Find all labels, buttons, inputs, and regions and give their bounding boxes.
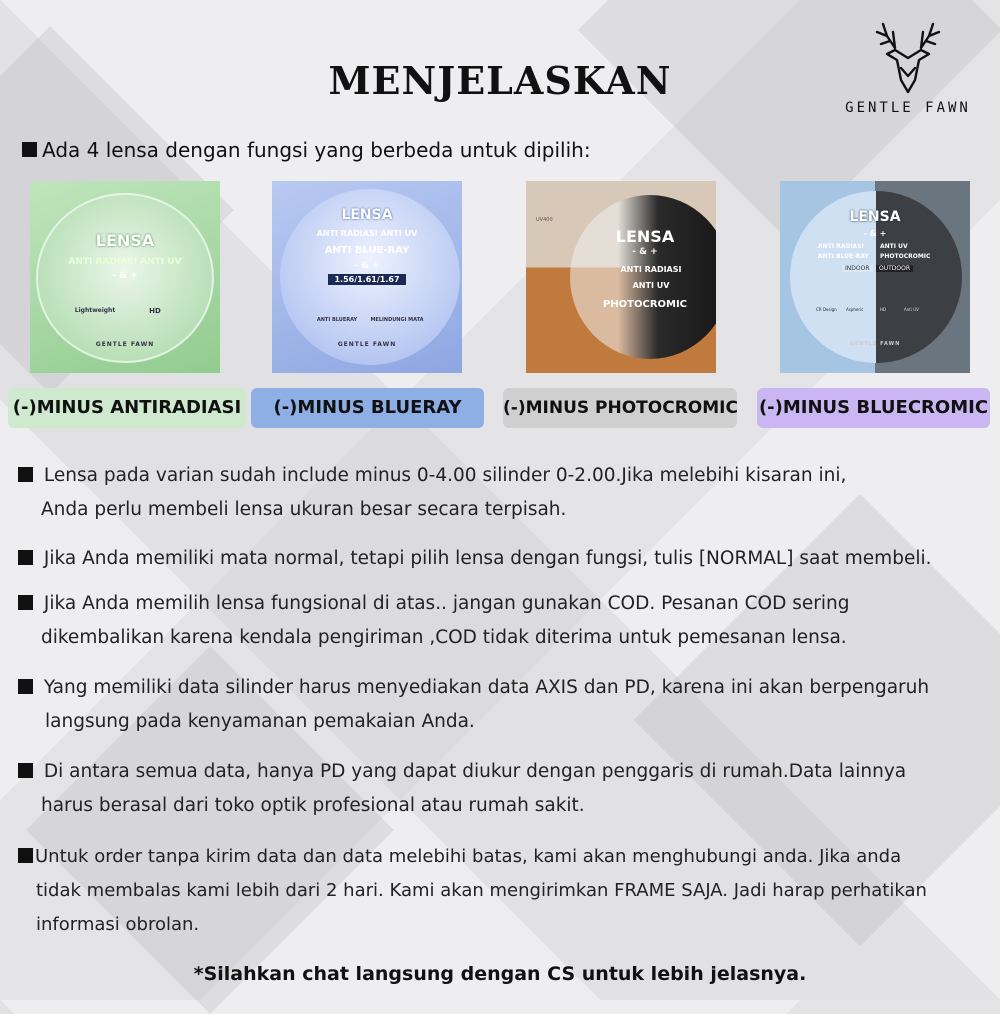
lens-line: - & + [112, 271, 138, 281]
lens-disc [570, 195, 716, 359]
note-2: Jika Anda memiliki mata normal, tetapi pilih lensa dengan fungsi, tulis [NORMAL] saat membeli. [18, 547, 932, 571]
lens-label-bluecromic: (-)MINUS BLUECROMIC [757, 388, 990, 428]
lens-brand: GENTLE FAWN [95, 341, 155, 348]
lens-feature: MELINDUNGI MATA [370, 317, 424, 323]
bullet-square-icon [18, 595, 33, 610]
lens-label-antiradiasi: (-)MINUS ANTIRADIASI [8, 388, 246, 428]
lens-image-bluecromic [780, 181, 970, 373]
lens-brand: GENTLE FAWN [849, 341, 901, 347]
note-1: Lensa pada varian sudah include minus 0-4.00 silinder 0-2.00.Jika melebihi kisaran ini, Anda perlu membeli lensa ukuran besar secara terpisah. [18, 464, 846, 522]
note-5: Di antara semua data, hanya PD yang dapat diukur dengan penggaris di rumah.Data lainnya harus berasal dari toko optik profesional atau rumah sakit. [18, 760, 906, 818]
lens-brand: GENTLE FAWN [337, 341, 397, 348]
lens-line: ANTI BLUE-RAY [324, 245, 410, 256]
lens-feature: HD [880, 307, 887, 312]
lens-line: ANTI RADIASI ANTI UV [68, 257, 182, 267]
lens-label-photocromic: (-)MINUS PHOTOCROMIC [503, 388, 737, 428]
lens-heading: LENSA [95, 231, 155, 250]
lens-feature: CR Design [816, 307, 837, 312]
lens-feature: Anti UV [904, 307, 919, 312]
note-3: Jika Anda memilih lensa fungsional di atas.. jangan gunakan COD. Pesanan COD sering dikembalikan karena kendala pengiriman ,COD tidak diterima untuk pemesanan lensa. [18, 592, 849, 650]
bullet-square-icon [18, 763, 33, 778]
lens-line: - & + [863, 229, 887, 238]
lens-line: ANTI RADIASI [818, 243, 864, 250]
lens-line: - & + [632, 247, 658, 257]
lens-tag: UV400 [536, 217, 553, 223]
lens-image-blueray [272, 181, 462, 373]
lens-image-antiradiasi [30, 181, 220, 373]
lens-heading: LENSA [615, 227, 675, 246]
lens-line: PHOTOCROMIC [602, 299, 688, 310]
lens-line: - & + [354, 261, 380, 271]
bullet-square-icon [18, 467, 33, 482]
lens-feature: Aspheric [846, 307, 864, 312]
lens-feature: ANTI BLUERAY [316, 317, 358, 323]
lens-label-blueray: (-)MINUS BLUERAY [251, 388, 484, 428]
lens-image-photocromic [526, 181, 716, 373]
bullet-square-icon [18, 550, 33, 565]
brand-logo [838, 18, 978, 116]
bullet-square-icon [22, 142, 37, 157]
note-4: Yang memiliki data silinder harus menyediakan data AXIS dan PD, karena ini akan berpengaruh langsung pada kenyamanan pemakaian Anda. [18, 676, 929, 734]
lens-feature: Lightweight [74, 307, 116, 314]
lens-heading: LENSA [849, 209, 901, 225]
lens-line: ANTI RADIASI ANTI UV [316, 229, 418, 238]
bullet-square-icon [18, 679, 33, 694]
lens-line: ANTI UV [632, 281, 670, 290]
note-6: Untuk order tanpa kirim data dan data melebihi batas, kami akan menghubungi anda. Jika anda tidak membalas kami lebih dari 2 hari. Kami akan mengirimkan FRAME SAJA. Jadi harap perhatikan informasi obrolan. [18, 845, 927, 937]
footer-note: *Silahkan chat langsung dengan CS untuk lebih jelasnya. [193, 963, 807, 985]
lens-heading: LENSA [341, 207, 393, 223]
lens-line: ANTI RADIASI [620, 265, 682, 274]
intro-text: Ada 4 lensa dengan fungsi yang berbeda untuk dipilih: [22, 138, 591, 162]
deer-icon [873, 18, 943, 98]
lens-line: ANTI UV [880, 243, 908, 250]
lens-line: PHOTOCROMIC [880, 253, 931, 260]
page-title: MENJELASKAN [328, 58, 672, 103]
lens-outdoor: OUTDOOR [876, 265, 913, 272]
lens-indoor: INDOOR [842, 265, 873, 272]
lens-line: ANTI BLUE-RAY [818, 253, 869, 260]
lens-feature: HD [149, 307, 161, 315]
brand-name: GENTLE FAWN [845, 100, 971, 116]
lens-index: 1.56/1.61/1.67 [328, 274, 405, 285]
bullet-square-icon [18, 848, 33, 863]
